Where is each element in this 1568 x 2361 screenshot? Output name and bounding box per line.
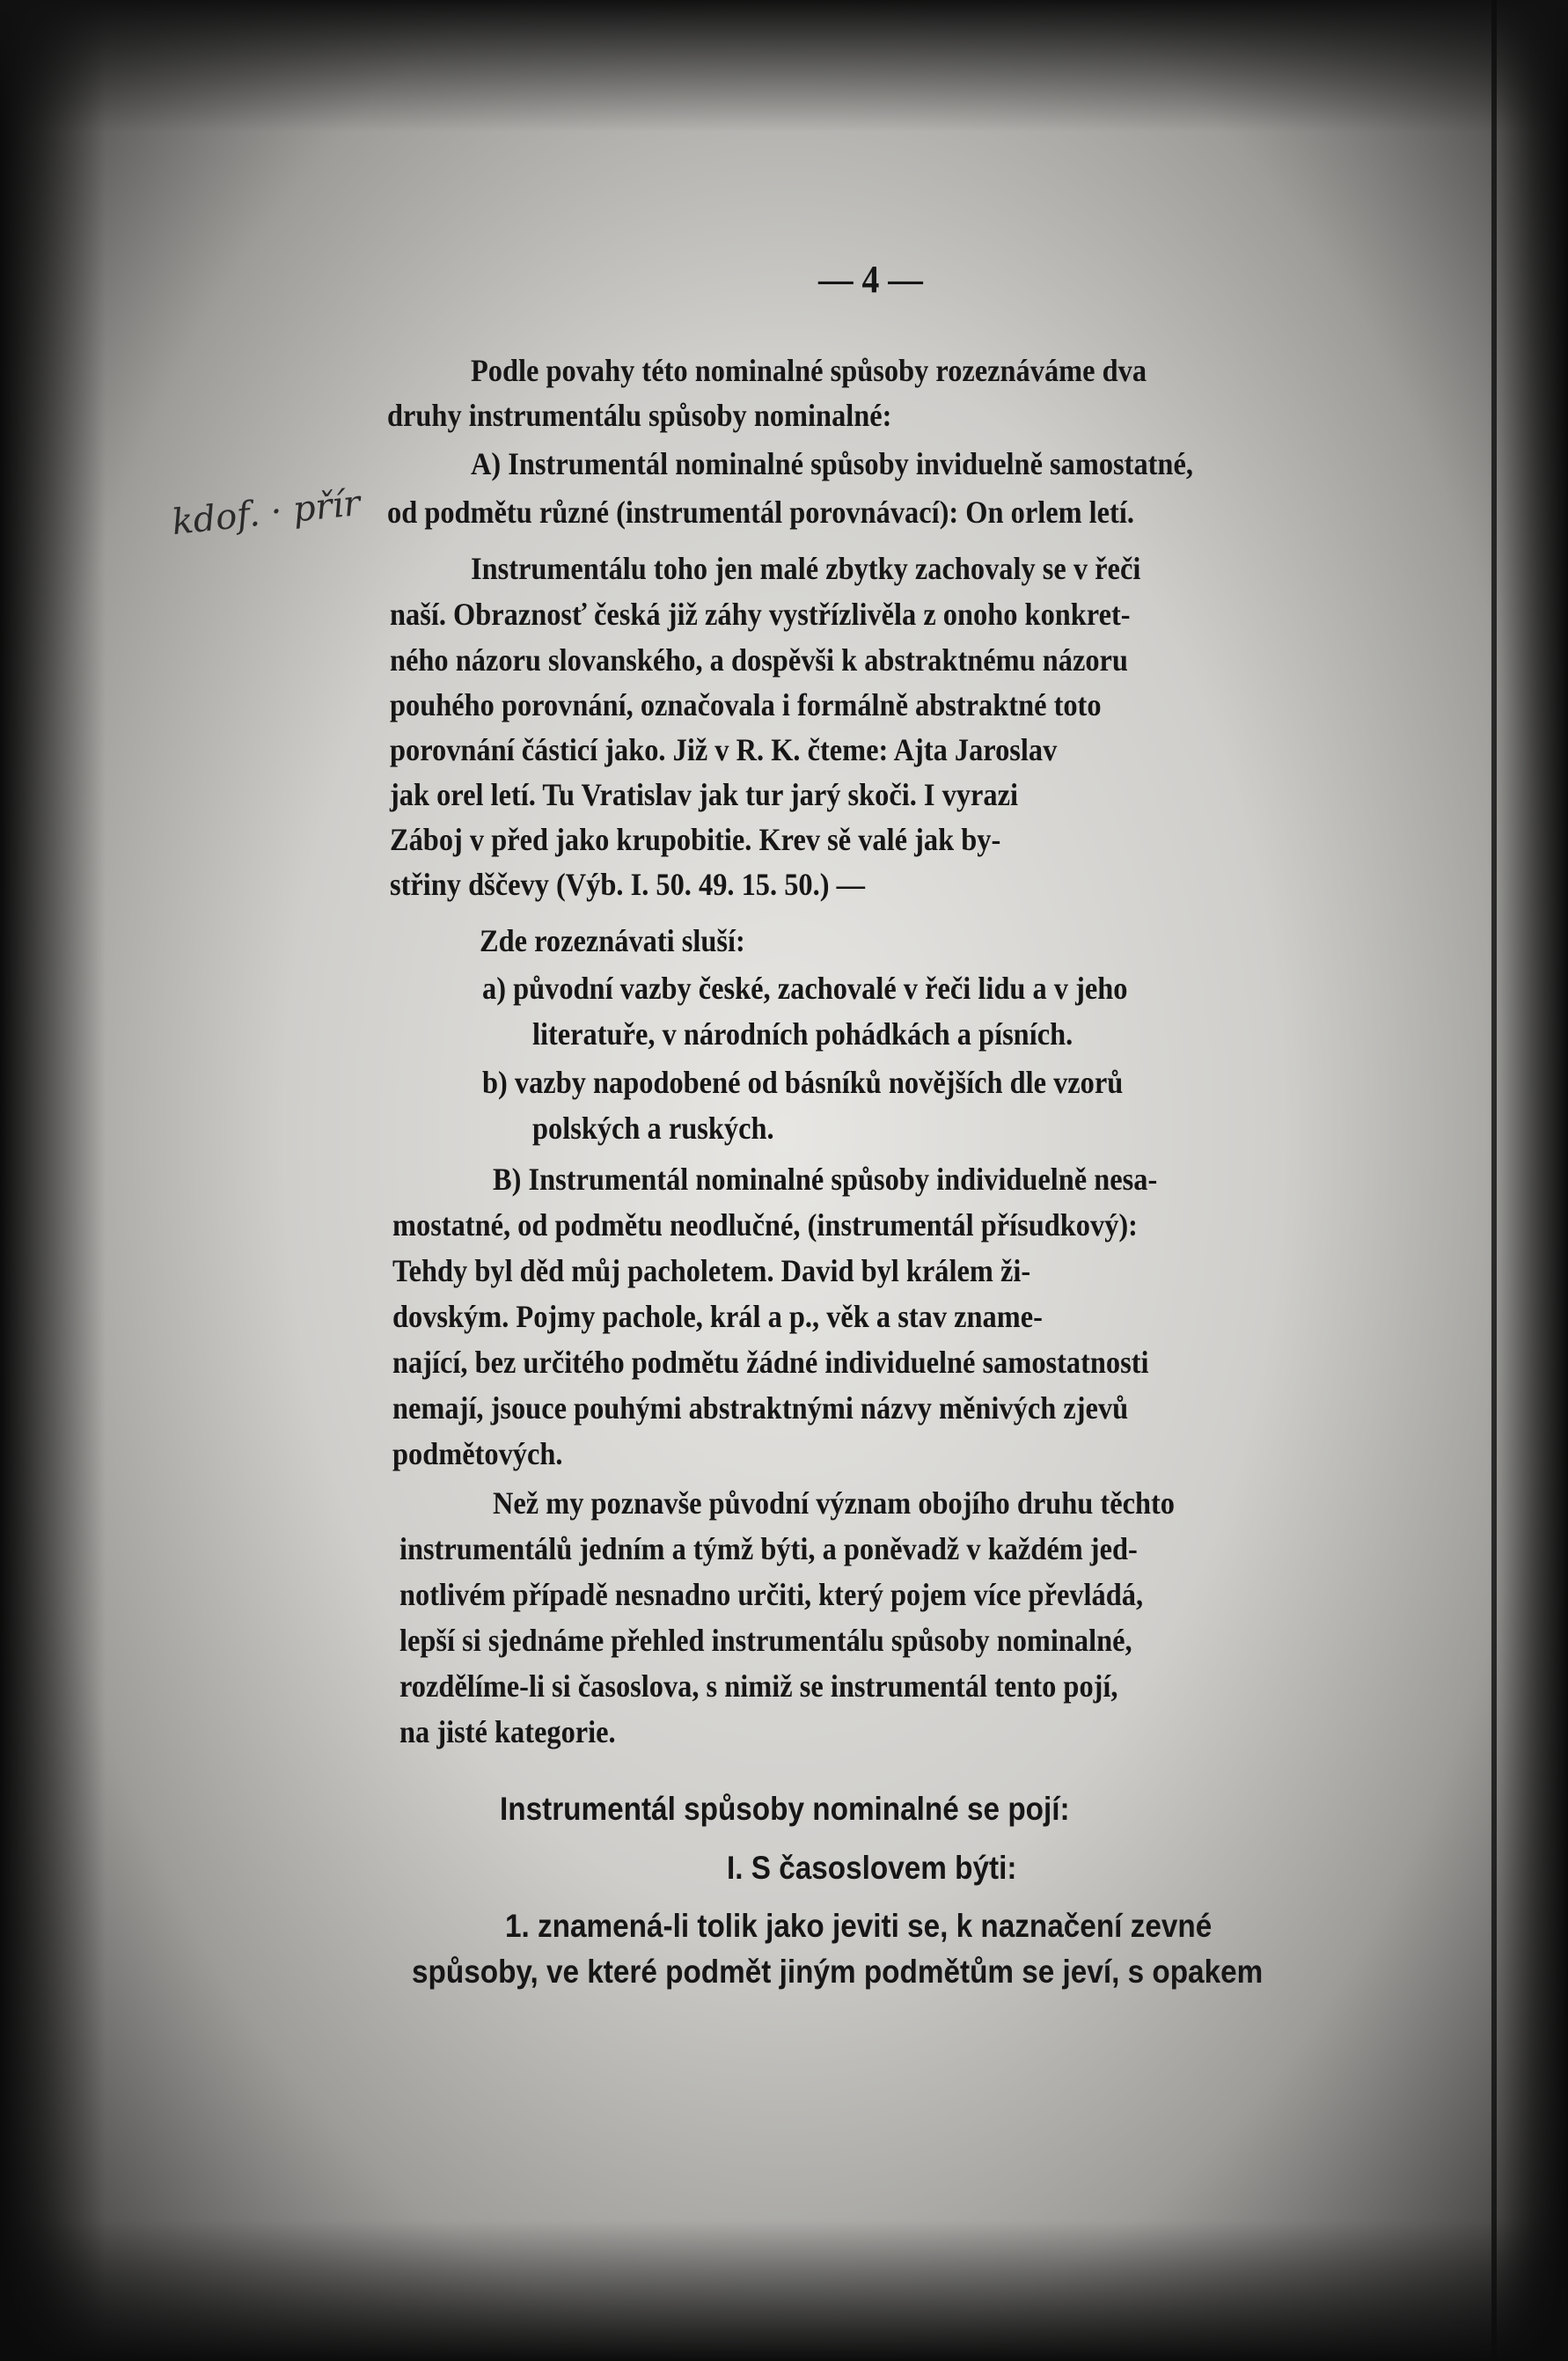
- text-line: Zde rozeznávati sluší:: [480, 923, 745, 958]
- text-line: rozdělíme-li si časoslova, s nimiž se instrumentál tento pojí,: [399, 1668, 1118, 1704]
- left-shadow: [0, 0, 106, 2361]
- text-line: Instrumentálu toho jen malé zbytky zachovaly se v řeči: [471, 551, 1141, 586]
- text-line: nemají, jsouce pouhými abstraktnými názvy měnivých zjevů: [392, 1390, 1129, 1426]
- text-line: Podle povahy této nominalné spůsoby rozeznáváme dva: [471, 353, 1147, 388]
- text-line-bold: 1. znamená-li tolik jako jeviti se, k naznačení zevné: [505, 1908, 1213, 1944]
- text-line: od podmětu různé (instrumentál porovnávací): On orlem letí.: [387, 495, 1134, 530]
- text-line: Než my poznavše původní význam obojího druhu těchto: [493, 1485, 1175, 1521]
- right-shadow: [1489, 0, 1568, 2361]
- text-line: pouhého porovnání, označovala i formálně abstraktné toto: [390, 687, 1102, 722]
- text-line: Tehdy byl děd můj pacholetem. David byl králem ži-: [392, 1253, 1031, 1288]
- text-line: polských a ruských.: [532, 1111, 774, 1146]
- text-line: nající, bez určitého podmětu žádné individuelné samostatnosti: [392, 1345, 1149, 1380]
- text-line: B) Instrumentál nominalné spůsoby individuelně nesa-: [493, 1162, 1158, 1197]
- text-line: porovnání částicí jako. Již v R. K. čteme: Ajta Jaroslav: [390, 732, 1058, 767]
- bottom-shadow: [0, 2220, 1568, 2361]
- section-heading: Instrumentál spůsoby nominalné se pojí:: [500, 1791, 1070, 1827]
- page-number: — 4 —: [818, 258, 923, 301]
- text-line: A) Instrumentál nominalné spůsoby inviduelně samostatné,: [471, 446, 1193, 481]
- subsection-heading: I. S časoslovem býti:: [727, 1850, 1017, 1886]
- text-line: střiny dščevy (Výb. I. 50. 49. 15. 50.) —: [390, 867, 865, 902]
- margin-handwritten-note: kdof. · přír: [170, 482, 363, 544]
- text-line: b) vazby napodobené od básníků novějších dle vzorů: [482, 1065, 1124, 1100]
- text-line: Záboj v před jako krupobitie. Krev sě valé jak by-: [390, 822, 1001, 857]
- page-spine: [1491, 0, 1497, 2361]
- text-line: naší. Obraznosť česká již záhy vystřízlivěla z onoho konkret-: [390, 597, 1131, 632]
- text-line: literatuře, v národních pohádkách a písních.: [532, 1016, 1073, 1052]
- text-line: ného názoru slovanského, a dospěvši k abstraktnému názoru: [390, 642, 1128, 678]
- text-line: lepší si sjednáme přehled instrumentálu spůsoby nominalné,: [399, 1623, 1132, 1658]
- text-line: mostatné, od podmětu neodlučné, (instrumentál přísudkový):: [392, 1207, 1138, 1243]
- text-line: instrumentálů jedním a týmž býti, a poněvadž v každém jed-: [399, 1531, 1138, 1566]
- text-line: notlivém případě nesnadno určiti, který pojem více převládá,: [399, 1577, 1144, 1612]
- text-line: druhy instrumentálu spůsoby nominalné:: [387, 398, 892, 433]
- text-line: dovským. Pojmy pachole, král a p., věk a stav zname-: [392, 1299, 1043, 1334]
- text-line: na jisté kategorie.: [399, 1714, 616, 1749]
- top-shadow: [0, 0, 1568, 132]
- text-line: podmětových.: [392, 1436, 563, 1471]
- text-line: jak orel letí. Tu Vratislav jak tur jarý skoči. I vyrazi: [390, 777, 1018, 812]
- text-line-bold: spůsoby, ve které podmět jiným podmětům se jeví, s opakem: [412, 1954, 1264, 1990]
- text-line: a) původní vazby české, zachovalé v řeči lidu a v jeho: [482, 971, 1128, 1006]
